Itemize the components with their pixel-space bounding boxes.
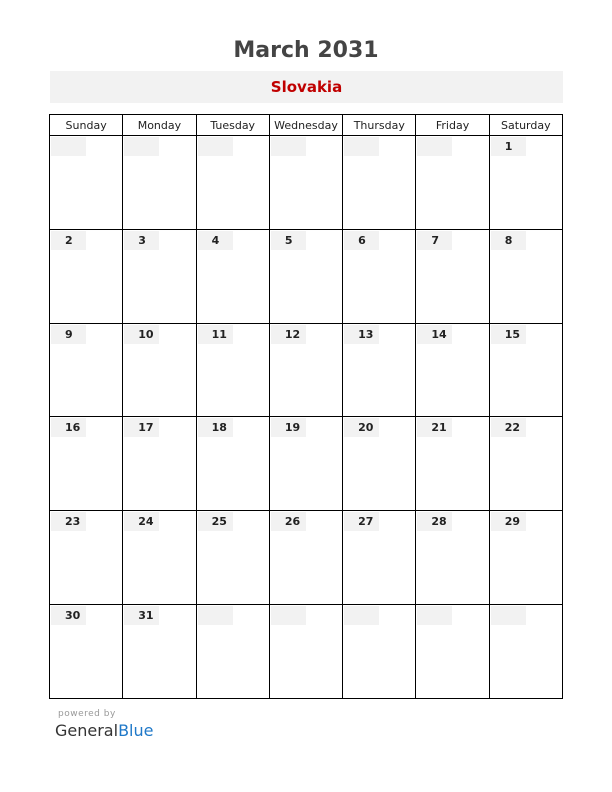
weekday-wednesday: Wednesday [269, 115, 342, 136]
day-cell [123, 136, 196, 230]
day-number: 12 [271, 325, 306, 344]
day-cell [123, 417, 196, 511]
day-cell [196, 417, 269, 511]
day-number: 9 [51, 325, 86, 344]
day-number [198, 137, 233, 156]
calendar-grid [49, 114, 563, 699]
day-cell [196, 136, 269, 230]
day-cell [416, 417, 489, 511]
day-number: 18 [198, 418, 233, 437]
weekday-monday: Monday [123, 115, 196, 136]
day-number: 7 [417, 231, 452, 250]
week-row [50, 323, 563, 417]
day-cell [343, 605, 416, 699]
day-cell [50, 417, 123, 511]
day-number: 24 [124, 512, 159, 531]
brand-blue-text: Blue [118, 721, 154, 740]
day-cell [343, 417, 416, 511]
week-row [50, 511, 563, 605]
day-cell [123, 605, 196, 699]
weekday-thursday: Thursday [343, 115, 416, 136]
day-number: 3 [124, 231, 159, 250]
day-number [51, 137, 86, 156]
weekday-friday: Friday [416, 115, 489, 136]
day-cell [196, 323, 269, 417]
day-number [417, 606, 452, 625]
day-number [491, 606, 526, 625]
day-cell [123, 323, 196, 417]
day-number: 21 [417, 418, 452, 437]
day-number: 30 [51, 606, 86, 625]
weekday-saturday: Saturday [489, 115, 562, 136]
day-cell [196, 605, 269, 699]
day-number: 1 [491, 137, 526, 156]
day-number [417, 137, 452, 156]
day-cell [269, 417, 342, 511]
day-cell [123, 229, 196, 323]
day-number: 5 [271, 231, 306, 250]
powered-by-label: powered by [58, 709, 116, 719]
day-number: 6 [344, 231, 379, 250]
week-row [50, 605, 563, 699]
day-cell [123, 511, 196, 605]
day-cell [416, 605, 489, 699]
day-cell [196, 229, 269, 323]
week-row [50, 136, 563, 230]
day-cell [269, 323, 342, 417]
weekday-tuesday: Tuesday [196, 115, 269, 136]
country-bar [50, 71, 563, 103]
day-cell [269, 136, 342, 230]
day-cell [269, 511, 342, 605]
day-cell [50, 136, 123, 230]
weekday-sunday: Sunday [50, 115, 123, 136]
day-number: 22 [491, 418, 526, 437]
day-number: 11 [198, 325, 233, 344]
day-number: 16 [51, 418, 86, 437]
day-number: 23 [51, 512, 86, 531]
day-number: 15 [491, 325, 526, 344]
day-number: 28 [417, 512, 452, 531]
day-cell [50, 229, 123, 323]
day-cell [196, 511, 269, 605]
day-number [271, 137, 306, 156]
day-cell [489, 511, 562, 605]
day-number: 14 [417, 325, 452, 344]
day-number: 31 [124, 606, 159, 625]
day-number: 25 [198, 512, 233, 531]
day-number: 27 [344, 512, 379, 531]
country-name: Slovakia [270, 78, 343, 96]
calendar-title: March 2031 [233, 38, 379, 63]
day-cell [269, 605, 342, 699]
day-cell [50, 323, 123, 417]
day-number: 29 [491, 512, 526, 531]
day-number [271, 606, 306, 625]
day-number: 4 [198, 231, 233, 250]
day-number [124, 137, 159, 156]
day-number: 20 [344, 418, 379, 437]
day-number: 19 [271, 418, 306, 437]
day-cell [416, 323, 489, 417]
brand-general-text: General [55, 721, 119, 740]
day-number: 17 [124, 418, 159, 437]
week-row [50, 229, 563, 323]
day-cell [343, 229, 416, 323]
day-number: 10 [124, 325, 159, 344]
day-number: 13 [344, 325, 379, 344]
day-cell [269, 229, 342, 323]
day-cell [416, 511, 489, 605]
day-cell [416, 136, 489, 230]
day-number [344, 606, 379, 625]
day-cell [343, 323, 416, 417]
day-cell [489, 229, 562, 323]
day-number: 2 [51, 231, 86, 250]
day-cell [50, 605, 123, 699]
day-number: 8 [491, 231, 526, 250]
day-cell [343, 511, 416, 605]
weekday-header-row [50, 115, 563, 136]
day-cell [489, 323, 562, 417]
day-cell [489, 605, 562, 699]
day-number [198, 606, 233, 625]
day-cell [416, 229, 489, 323]
day-cell [50, 511, 123, 605]
day-cell [489, 417, 562, 511]
generalblue-logo[interactable] [55, 721, 153, 740]
week-row [50, 417, 563, 511]
day-number [344, 137, 379, 156]
day-cell [489, 136, 562, 230]
day-number: 26 [271, 512, 306, 531]
day-cell [343, 136, 416, 230]
